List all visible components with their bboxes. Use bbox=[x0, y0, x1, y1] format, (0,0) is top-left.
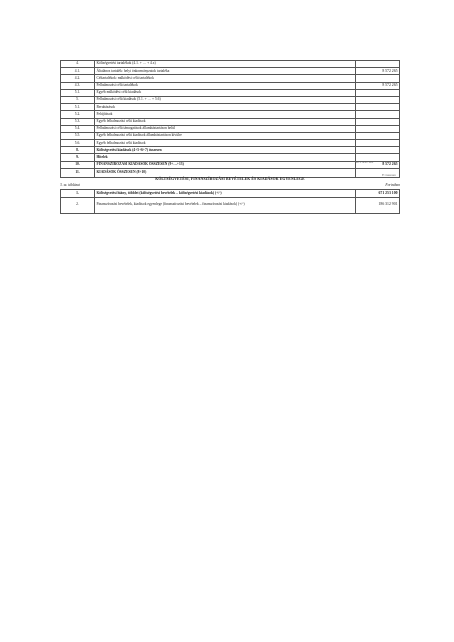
row-amount bbox=[356, 111, 400, 118]
table-row bbox=[61, 197, 400, 213]
row-number: 5. bbox=[61, 96, 95, 103]
row-label: Felhalmozási célú tartalékok bbox=[95, 82, 356, 89]
section-title: KÖLTSÉGVETÉSI, FINANSZÍROZÁSI BEVÉTELEK ÉS KIADÁSOK EGYENLEGE bbox=[155, 177, 305, 181]
row-label: KIADÁSOK ÖSSZESEN (8+10) bbox=[95, 168, 356, 178]
row-amount bbox=[356, 96, 400, 103]
row-number: 9. bbox=[61, 154, 95, 161]
table-row bbox=[61, 96, 400, 103]
row-amount bbox=[356, 89, 400, 96]
balance-table bbox=[60, 189, 400, 214]
row-amount: 8 572 265 bbox=[356, 161, 400, 168]
row-amount bbox=[356, 61, 400, 68]
row-label: Felhalmozási célú támogatások államháztartáson belül bbox=[95, 125, 356, 132]
row-number: 5.4. bbox=[61, 125, 95, 132]
row-number: 5.3. bbox=[61, 118, 95, 125]
section-unit: Forintban bbox=[385, 183, 400, 187]
row-number: 5.2. bbox=[61, 111, 95, 118]
row-number: 10. bbox=[61, 161, 95, 168]
row-number: 5.6. bbox=[61, 140, 95, 147]
table-row bbox=[61, 154, 400, 161]
table-row bbox=[61, 147, 400, 154]
row-number: 4.3. bbox=[61, 82, 95, 89]
row-label: Hitelek bbox=[95, 154, 356, 161]
expenditure-table bbox=[60, 60, 400, 178]
row-label: Felújítások bbox=[95, 111, 356, 118]
row-amount: 186 312 901 bbox=[356, 197, 400, 213]
row-label: Felhalmozási célú kiadások (5.1. + … + 5.6) bbox=[95, 96, 356, 103]
row-number: 4.2. bbox=[61, 75, 95, 82]
row-amount: 8 572 265 bbox=[356, 82, 400, 89]
row-number: 5.1. bbox=[61, 104, 95, 111]
table-row bbox=[61, 125, 400, 132]
row-label: Finanszírozási bevételek, kiadások egyenlege (finanszírozási bevételek – finanszírozási kiadások) (+/-) bbox=[95, 197, 356, 213]
table-row bbox=[61, 190, 400, 198]
row-number: 1. bbox=[61, 190, 95, 198]
row-label: Egyéb felhalmozási célú kiadások bbox=[95, 118, 356, 125]
table-row bbox=[61, 161, 400, 168]
row-amount bbox=[356, 132, 400, 139]
section-subtitle: 3. sz. táblázat bbox=[60, 183, 80, 187]
row-label: Költségvetési tartalékok (4.1. + … + 4.x) bbox=[95, 61, 356, 68]
table-row bbox=[61, 89, 400, 96]
table-row bbox=[61, 75, 400, 82]
row-amount bbox=[356, 125, 400, 132]
row-number: 2. bbox=[61, 197, 95, 213]
row-label: FINANSZÍROZÁSI KIADÁSOK ÖSSZESEN (9+…+13) bbox=[95, 161, 356, 168]
table-row bbox=[61, 68, 400, 75]
row-amount: 671 253 100 bbox=[356, 190, 400, 198]
row-amount bbox=[356, 140, 400, 147]
row-amount bbox=[356, 118, 400, 125]
balance-table-body bbox=[61, 190, 400, 214]
row-label: Céltartalékok: működési célú tartalékok bbox=[95, 75, 356, 82]
row-amount bbox=[356, 104, 400, 111]
row-amount bbox=[356, 147, 400, 154]
row-number: 8. bbox=[61, 147, 95, 154]
row-number: 5.1. bbox=[61, 89, 95, 96]
row-number: 4.1. bbox=[61, 68, 95, 75]
table-row bbox=[61, 118, 400, 125]
table-row bbox=[61, 104, 400, 111]
row-label: Egyéb felhalmozási célú kiadások államháztartáson kívülre bbox=[95, 132, 356, 139]
row-number: 4. bbox=[61, 61, 95, 68]
row-label: Költségvetési kiadások (4+5+6+7) összesen bbox=[95, 147, 356, 154]
row-label: Egyéb felhalmozási célú kiadások bbox=[95, 140, 356, 147]
table-row bbox=[61, 61, 400, 68]
table-row bbox=[61, 140, 400, 147]
table-row bbox=[61, 82, 400, 89]
table-row bbox=[61, 111, 400, 118]
row-label: Beruházások bbox=[95, 104, 356, 111]
row-label: Általános tartalék: helyi önkormányzatok tartaléka bbox=[95, 68, 356, 75]
row-label: Költségvetési hiány, többlet (költségvetési bevételek – költségvetési kiadások) (+/-) bbox=[95, 190, 356, 198]
expenditure-table-body bbox=[61, 61, 400, 178]
row-number: 5.5. bbox=[61, 132, 95, 139]
row-amount: 8 572 265 bbox=[356, 68, 400, 75]
row-number: 11. bbox=[61, 168, 95, 178]
side-note: Ft összesen bbox=[382, 173, 396, 177]
row-amount bbox=[356, 75, 400, 82]
row-label: Egyéb működési célú kiadások bbox=[95, 89, 356, 96]
table-row bbox=[61, 132, 400, 139]
side-total: 675 435 101 bbox=[356, 160, 374, 164]
